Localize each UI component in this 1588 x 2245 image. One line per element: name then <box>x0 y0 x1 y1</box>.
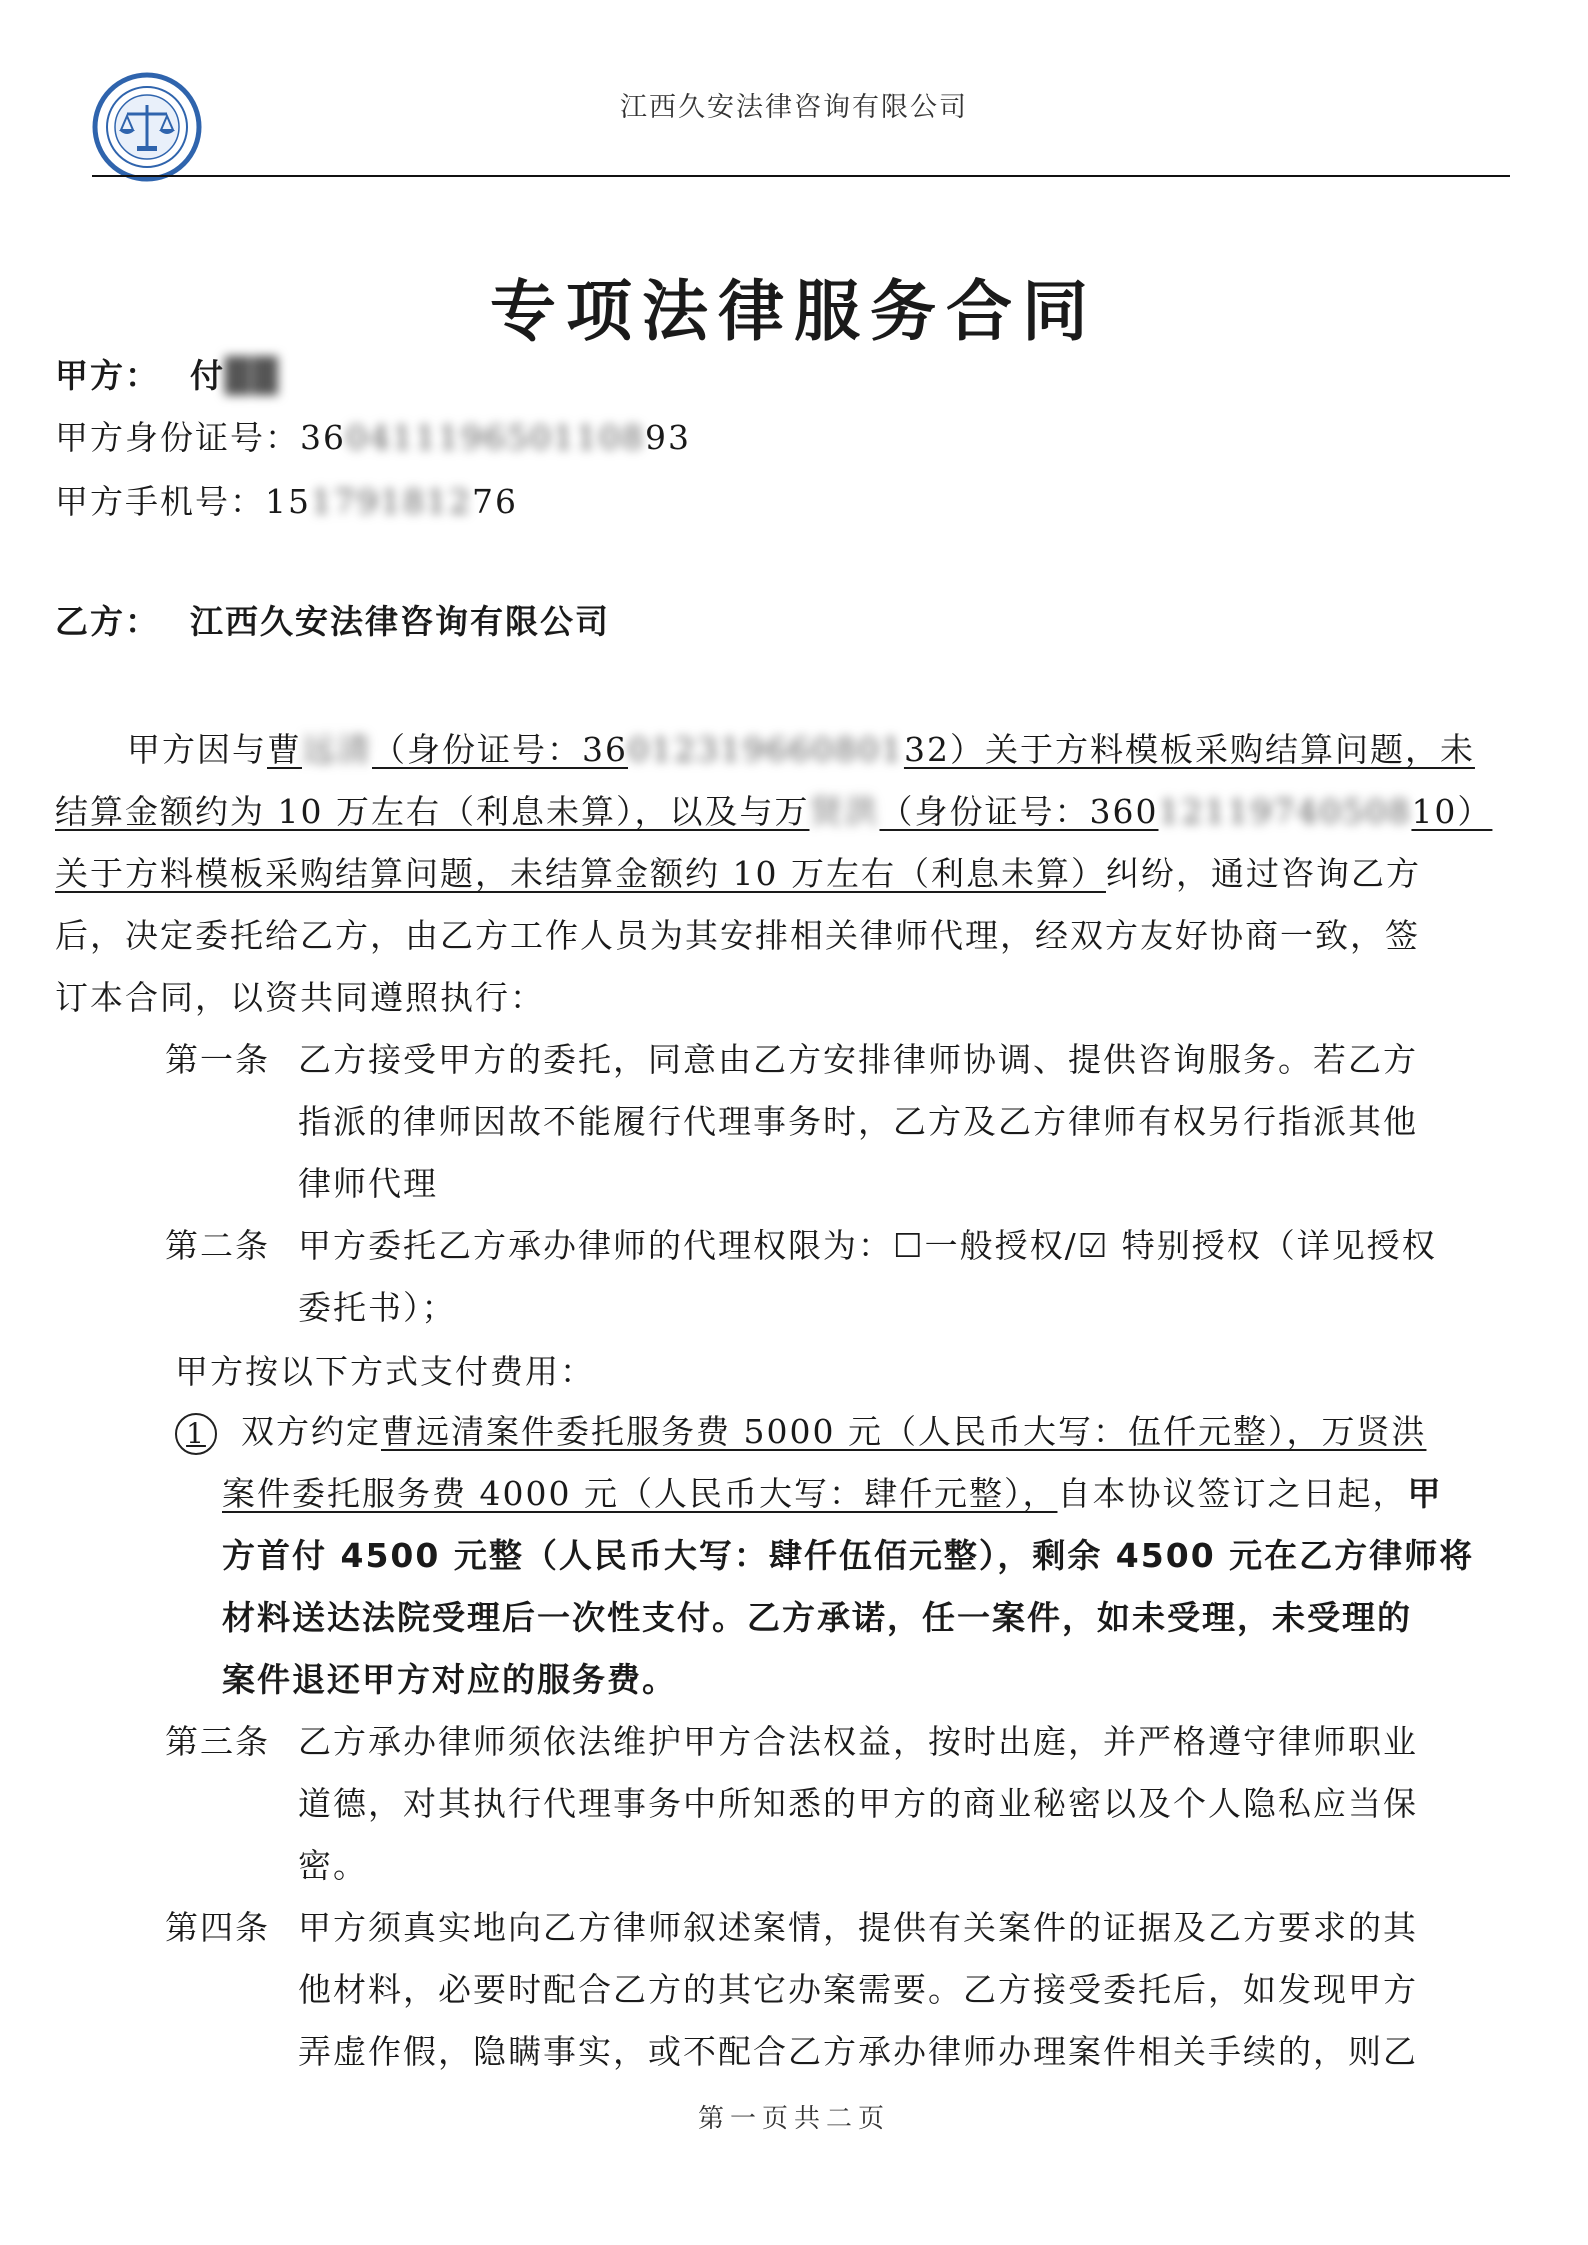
article-1-label: 第一条 <box>165 1040 270 1079</box>
intro-underlined: 关于方料模板采购结算问题，未结算金额约 10 万左右（利息未算） <box>55 854 1106 893</box>
intro-text: 结算金额约为 10 万左右（利息未算），以及与万 <box>55 792 810 831</box>
payment-line-4: 材料送达法院受理后一次性支付。乙方承诺，任一案件，如未受理，未受理的 <box>222 1598 1412 1637</box>
party-a-name: 付 <box>190 356 225 395</box>
party-a-id-redacted: 0411196501108 <box>346 418 645 457</box>
intro-line-4: 后，决定委托给乙方，由乙方工作人员为其安排相关律师代理，经双方友好协商一致，签 <box>55 916 1420 955</box>
article-4-label: 第四条 <box>165 1908 270 1947</box>
opponent-2-name-redacted: 贤洪 <box>809 792 880 831</box>
article-2-line-2: 委托书）； <box>298 1288 457 1327</box>
article-3-line-1: 乙方承办律师须依法维护甲方合法权益，按时出庭，并严格遵守律师职业 <box>298 1722 1418 1761</box>
party-a-label: 甲方： <box>55 356 160 395</box>
article-4-line-2: 他材料，必要时配合乙方的其它办案需要。乙方接受委托后，如发现甲方 <box>298 1970 1418 2009</box>
payment-terms-bold: 甲 <box>1407 1474 1443 1513</box>
intro-line-3 <box>55 850 1421 898</box>
option-general-authorization: 一般授权/ <box>924 1226 1078 1265</box>
payment-line-3: 方首付 4500 元整（人民币大写：肆仟伍佰元整），剩余 4500 元在乙方律师将 <box>222 1536 1475 1575</box>
article-4-line-1: 甲方须真实地向乙方律师叙述案情，提供有关案件的证据及乙方要求的其 <box>298 1908 1418 1947</box>
payment-line-1 <box>175 1408 1426 1456</box>
intro-line-5: 订本合同，以资共同遵照执行： <box>55 978 545 1017</box>
opponent-1-id-redacted: 012319660801 <box>628 730 904 769</box>
article-4-line-3: 弄虚作假，隐瞒事实，或不配合乙方承办律师办理案件相关手续的，则乙 <box>298 2032 1418 2071</box>
intro-text: 10） <box>1411 792 1493 831</box>
opponent-2-id-redacted: 12119740508 <box>1158 792 1412 831</box>
option-special-authorization: 特别授权（详见授权 <box>1109 1226 1437 1265</box>
article-2-label: 第二条 <box>165 1226 270 1265</box>
intro-text: 纠纷，通过咨询乙方 <box>1105 854 1421 893</box>
party-a-id-line <box>55 414 691 462</box>
contract-title: 专项法律服务合同 <box>490 273 1098 350</box>
article-1-line-1: 乙方接受甲方的委托，同意由乙方安排律师协调、提供咨询服务。若乙方 <box>298 1040 1418 1079</box>
party-a-phone-line <box>55 478 518 526</box>
article-2-line-1 <box>298 1222 1437 1270</box>
party-b-name: 江西久安法律咨询有限公司 <box>190 602 610 641</box>
payment-line-2 <box>222 1470 1442 1518</box>
party-a-id-suffix: 93 <box>644 418 691 457</box>
party-b-line <box>55 598 610 646</box>
article-3-label: 第三条 <box>165 1722 270 1761</box>
party-a-phone-label: 甲方手机号： <box>55 482 265 521</box>
header-company: 江西久安法律咨询有限公司 <box>620 92 968 123</box>
intro-underlined <box>267 730 1475 769</box>
article-1-line-2: 指派的律师因故不能履行代理事务时，乙方及乙方律师有权另行指派其他 <box>298 1102 1418 1141</box>
opponent-1-id-label: （身份证号：36 <box>372 730 628 769</box>
intro-text: 32）关于方料模板采购结算问题，未 <box>903 730 1475 769</box>
party-a-phone-suffix: 76 <box>471 482 518 521</box>
payment-line-5: 案件退还甲方对应的服务费。 <box>222 1660 677 1699</box>
checkbox-general-authorization: ☐ <box>893 1226 925 1265</box>
header-rule <box>92 175 1510 177</box>
intro-text: 甲方因与 <box>127 730 267 769</box>
party-a-phone-redacted: 1791812 <box>311 482 472 521</box>
opponent-2-id-label: （身份证号：360 <box>879 792 1159 831</box>
party-a-id-prefix: 36 <box>300 418 346 457</box>
article-2-text: 甲方委托乙方承办律师的代理权限为： <box>298 1226 893 1265</box>
opponent-1-name: 曹 <box>267 730 302 769</box>
payment-text: 自本协议签订之日起， <box>1057 1474 1408 1513</box>
intro-line-1 <box>127 726 1475 774</box>
checkbox-special-authorization: ☑ <box>1077 1226 1110 1265</box>
payment-fee-underlined: 曹远清案件委托服务费 5000 元（人民币大写：伍仟元整），万贤洪 <box>381 1412 1427 1451</box>
party-a-phone-prefix: 15 <box>265 482 311 521</box>
party-a-id-label: 甲方身份证号： <box>55 418 300 457</box>
article-3-line-2: 道德，对其执行代理事务中所知悉的甲方的商业秘密以及个人隐私应当保 <box>298 1784 1418 1823</box>
article-1-line-3: 律师代理 <box>298 1164 438 1203</box>
party-a-name-redacted: ██ <box>225 356 280 395</box>
payment-text: 双方约定 <box>241 1412 381 1451</box>
payment-heading: 甲方按以下方式支付费用： <box>175 1352 595 1391</box>
intro-line-2 <box>55 788 1492 836</box>
opponent-1-name-redacted: 远清 <box>302 730 372 769</box>
page-footer: 第一页共二页 <box>697 2104 890 2134</box>
article-3-line-3: 密。 <box>298 1846 368 1885</box>
party-a-line <box>55 352 280 400</box>
party-b-label: 乙方： <box>55 602 160 641</box>
payment-item-number: 1 <box>175 1413 217 1455</box>
payment-fee-underlined: 案件委托服务费 4000 元（人民币大写：肆仟元整）， <box>222 1474 1058 1513</box>
